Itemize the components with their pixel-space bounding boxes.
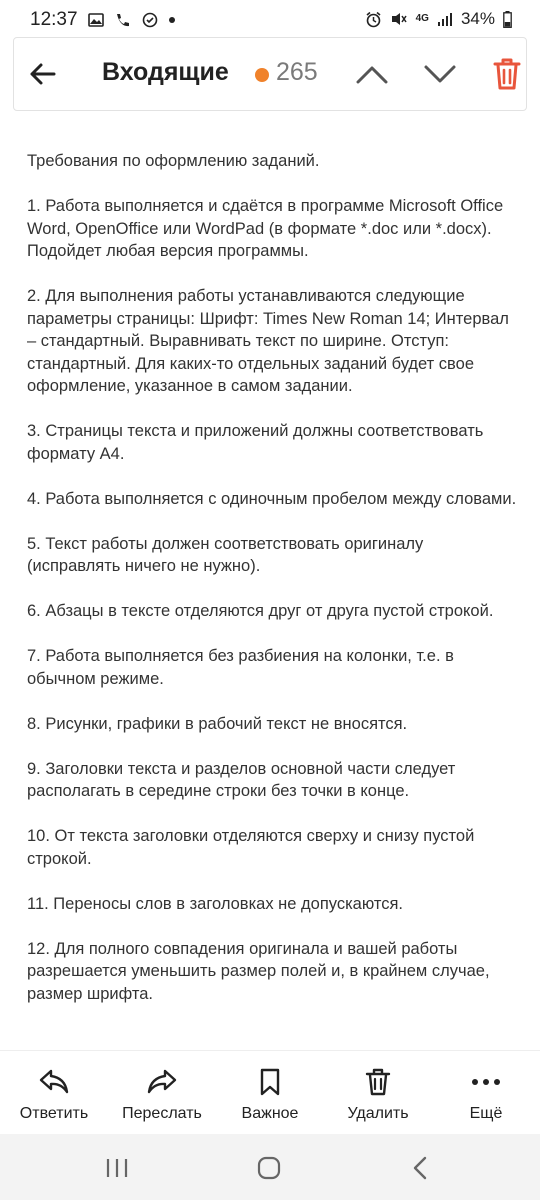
paragraph: Требования по оформлению заданий.: [27, 152, 320, 170]
action-bar: [0, 1050, 540, 1135]
reply-button[interactable]: [0, 1051, 108, 1135]
home-icon[interactable]: [254, 1154, 284, 1182]
recent-apps-icon[interactable]: [102, 1154, 132, 1182]
unread-dot-icon: [255, 68, 269, 82]
battery-percent: 34%: [460, 9, 495, 28]
status-right: [365, 9, 512, 29]
status-bar: [0, 0, 540, 40]
notification-dot-icon: [168, 16, 176, 24]
folder-title: Входящие: [102, 58, 229, 86]
back-arrow-icon[interactable]: [26, 57, 60, 91]
more-label: Ещё: [469, 1105, 503, 1122]
system-nav-bar: [0, 1134, 540, 1200]
paragraph: 9. Заголовки текста и разделов основной части следует располагать в середине строки без точки в конце.: [27, 759, 456, 800]
paragraph: 7. Работа выполняется без разбиения на колонки, т.е. в обычном режиме.: [27, 647, 454, 688]
alarm-icon: [365, 11, 382, 28]
message-body: [27, 150, 517, 1028]
reply-label: Ответить: [19, 1105, 89, 1122]
paragraph: 3. Страницы текста и приложений должны соответствовать формату А4.: [27, 422, 484, 463]
bookmark-icon: [253, 1065, 287, 1099]
paragraph: 12. Для полного совпадения оригинала и вашей работы разрешается уменьшить размер полей и, в крайнем случае, размер шрифта.: [27, 939, 490, 1003]
status-time: 12:37: [30, 9, 78, 30]
battery-icon: [503, 11, 512, 28]
important-label: Важное: [241, 1105, 299, 1122]
gallery-icon: [88, 12, 104, 28]
trash-icon[interactable]: [492, 56, 522, 92]
forward-label: Переслать: [122, 1105, 202, 1122]
paragraph: 8. Рисунки, графики в рабочий текст не вносятся.: [27, 714, 408, 733]
reply-icon: [37, 1065, 71, 1099]
more-button[interactable]: [432, 1051, 540, 1135]
paragraph: 2. Для выполнения работы устанавливаются следующие параметры страницы: Шрифт: Times New Roman 14; Интервал – стандартный. Выравнивать текст по ширине. Отступ: стандартный. Для каких-то отдельных заданий будет свое оформление, указанное в самом задании.: [27, 287, 509, 395]
paragraph: 6. Абзацы в тексте отделяются друг от друга пустой строкой.: [27, 602, 494, 620]
chevron-up-icon[interactable]: [352, 58, 392, 90]
paragraph: 10. От текста заголовки отделяются сверху и снизу пустой строкой.: [27, 827, 475, 868]
paragraph: 4. Работа выполняется с одиночным пробелом между словами.: [27, 489, 517, 508]
status-left: [30, 9, 176, 31]
mute-icon: [390, 11, 408, 27]
trash-icon: [361, 1065, 395, 1099]
delete-button[interactable]: [324, 1051, 432, 1135]
paragraph: 11. Переносы слов в заголовках не допускаются.: [27, 894, 404, 913]
chevron-down-icon[interactable]: [420, 58, 460, 90]
mail-header: [13, 37, 527, 111]
signal-icon: [437, 12, 453, 26]
back-icon[interactable]: [406, 1154, 436, 1182]
forward-icon: [145, 1065, 179, 1099]
delete-label: Удалить: [347, 1105, 409, 1122]
unread-count: 265: [276, 58, 318, 86]
network-type: 4G: [415, 13, 429, 24]
check-circle-icon: [142, 12, 158, 28]
important-button[interactable]: [216, 1051, 324, 1135]
forward-button[interactable]: [108, 1051, 216, 1135]
voicemail-icon: [114, 12, 132, 28]
paragraph: 5. Текст работы должен соответствовать оригиналу (исправлять ничего не нужно).: [27, 534, 424, 575]
paragraph: 1. Работа выполняется и сдаётся в программе Microsoft Office Word, OpenOffice или WordPad (в формате *.doc или *.docx). Подойдет любая версия программы.: [27, 197, 504, 260]
more-icon: [469, 1065, 503, 1099]
